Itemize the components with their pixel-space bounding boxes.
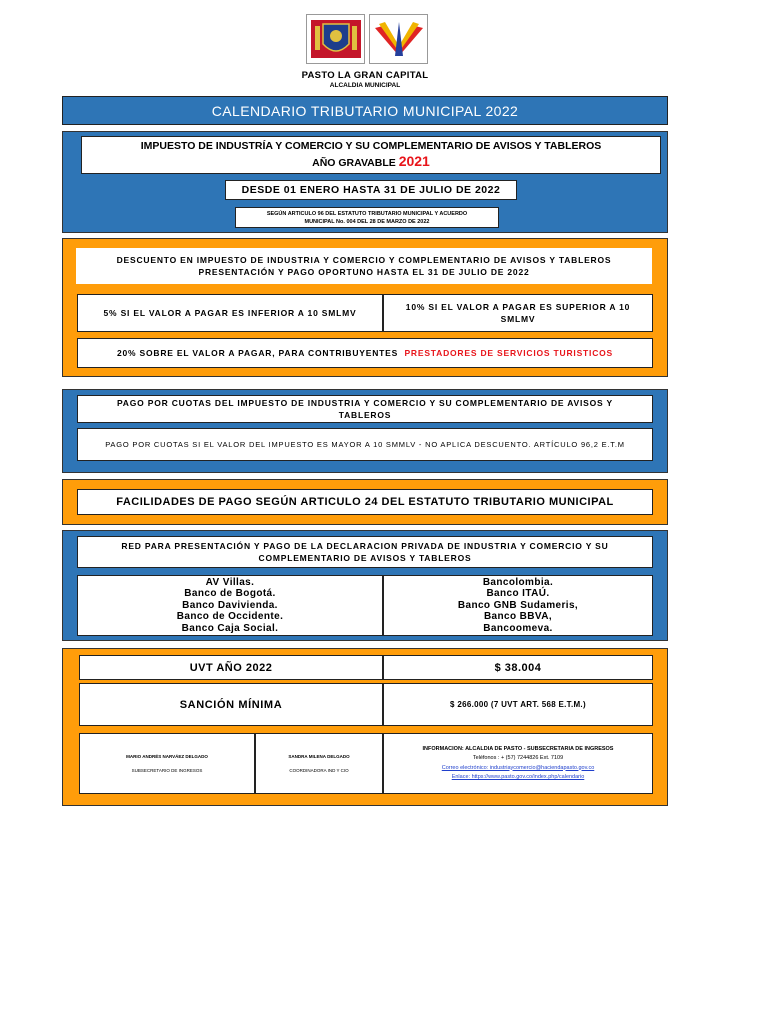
bank-network-section	[62, 530, 668, 641]
tax-title-box	[81, 136, 661, 174]
banks-right-box	[383, 575, 653, 636]
discount-10-box: 10% SI EL VALOR A PAGAR ES SUPERIOR A 10 SMLMV	[383, 294, 653, 332]
discount-section	[62, 238, 668, 377]
uvt-section	[62, 648, 668, 806]
signer2-box	[255, 733, 383, 794]
period-box: DESDE 01 ENERO HASTA 31 DE JULIO DE 2022	[225, 180, 517, 200]
legal-line2: MUNICIPAL No. 004 DEL 28 DE MARZO DE 2022	[304, 218, 430, 225]
discount-title-box	[75, 247, 653, 285]
tourism-highlight: PRESTADORES DE SERVICIOS TURISTICOS	[404, 348, 614, 358]
info-line1: INFORMACION: ALCALDIA DE PASTO - SUBSECRETARIA DE INGRESOS	[422, 745, 614, 752]
installments-body-box: PAGO POR CUOTAS SI EL VALOR DEL IMPUESTO ES MAYOR A 10 SMMLV - NO APLICA DESCUENTO. ARTÍCULO 96,2 E.T.M	[77, 428, 653, 461]
tax-year: 2021	[398, 153, 430, 169]
bank-item: Banco de Bogotá.	[184, 588, 276, 600]
uvt-value-box: $ 38.004	[383, 655, 653, 680]
bank-item: Bancoomeva.	[483, 622, 553, 634]
bank-item: Banco GNB Sudameris,	[457, 599, 579, 611]
logos	[306, 14, 428, 64]
tax-title-line2	[312, 154, 430, 171]
discount-title-line2: PRESENTACIÓN Y PAGO OPORTUNO HASTA EL 31 DE JULIO DE 2022	[198, 267, 530, 277]
sancion-value-box: $ 266.000 (7 UVT ART. 568 E.T.M.)	[383, 683, 653, 726]
info-phone: Teléfonos : + (57) 7244826 Ext. 7109	[472, 755, 564, 761]
tax-year-label: AÑO GRAVABLE	[312, 157, 396, 169]
bank-item: Banco Daviviendа.	[182, 599, 278, 611]
installments-section	[62, 389, 668, 473]
tourism-prefix: 20% SOBRE EL VALOR A PAGAR, PARA CONTRIBUYENTES	[116, 348, 399, 358]
discount-5-box: 5% SI EL VALOR A PAGAR ES INFERIOR A 10 SMLMV	[77, 294, 383, 332]
signer2-name: SANDRA MILENA DELGADO	[288, 753, 350, 759]
bank-item: Banco ITAÚ.	[486, 588, 550, 600]
bank-title-line2: COMPLEMENTARIO DE AVISOS Y TABLEROS	[258, 553, 472, 563]
bank-network-title-box	[77, 536, 653, 568]
signer1-role: SUBSECRETARIO DE INGRESOS	[131, 767, 203, 773]
tax-title-line1: IMPUESTO DE INDUSTRÍA Y COMERCIO Y SU COMPLEMENTARIO DE AVISOS Y TABLEROS	[140, 140, 602, 152]
signer1-name: MARIO ANDRÉS NARVÁEZ DELGADO	[126, 753, 208, 759]
tourism-discount-box	[77, 338, 653, 368]
bank-item: Bancolombia.	[482, 576, 554, 588]
winged-emblem-logo	[369, 14, 428, 64]
legal-box	[235, 207, 499, 228]
bank-item: AV Villas.	[205, 576, 255, 588]
installments-title-box: PAGO POR CUOTAS DEL IMPUESTO DE INDUSTRIA Y COMERCIO Y SU COMPLEMENTARIO DE AVISOS Y TABLEROS	[77, 395, 653, 423]
signer1-box	[79, 733, 255, 794]
header-title: PASTO LA GRAN CAPITAL	[301, 70, 429, 81]
uvt-label-box: UVT AÑO 2022	[79, 655, 383, 680]
info-email-link[interactable]: Correo electrónico: industriaycomercio@haciendapasto.gov.co	[441, 764, 595, 771]
info-web-link[interactable]: Enlace: https://www.pasto.gov.co/index.php/calendario	[451, 774, 585, 780]
bank-title-line1: RED PARA PRESENTACIÓN Y PAGO DE LA DECLARACION PRIVADA DE INDUSTRIA Y COMERCIO Y SU	[121, 541, 609, 551]
banks-left-box	[77, 575, 383, 636]
discount-title-line1: DESCUENTO EN IMPUESTO DE INDUSTRIA Y COMERCIO Y COMPLEMENTARIO DE AVISOS Y TABLEROS	[116, 255, 612, 265]
main-title: CALENDARIO TRIBUTARIO MUNICIPAL 2022	[62, 96, 668, 125]
header-subtitle: ALCALDIA MUNICIPAL	[329, 82, 401, 89]
payment-facilities-section	[62, 479, 668, 525]
bank-item: Banco Caja Social.	[181, 622, 279, 634]
signer2-role: COORDINADORA IND Y CIO	[289, 767, 349, 773]
contact-info-box	[383, 733, 653, 794]
sancion-label-box: SANCIÓN MÍNIMA	[79, 683, 383, 726]
bank-item: Banco BBVA,	[483, 611, 553, 623]
tax-section	[62, 131, 668, 233]
coat-of-arms-logo	[306, 14, 365, 64]
bank-item: Banco de Occidente.	[176, 611, 284, 623]
legal-line1: SEGÚN ARTICULO 96 DEL ESTATUTO TRIBUTARIO MUNICIPAL Y ACUERDO	[266, 210, 468, 217]
payment-facilities-box: FACILIDADES DE PAGO SEGÚN ARTICULO 24 DEL ESTATUTO TRIBUTARIO MUNICIPAL	[77, 489, 653, 515]
